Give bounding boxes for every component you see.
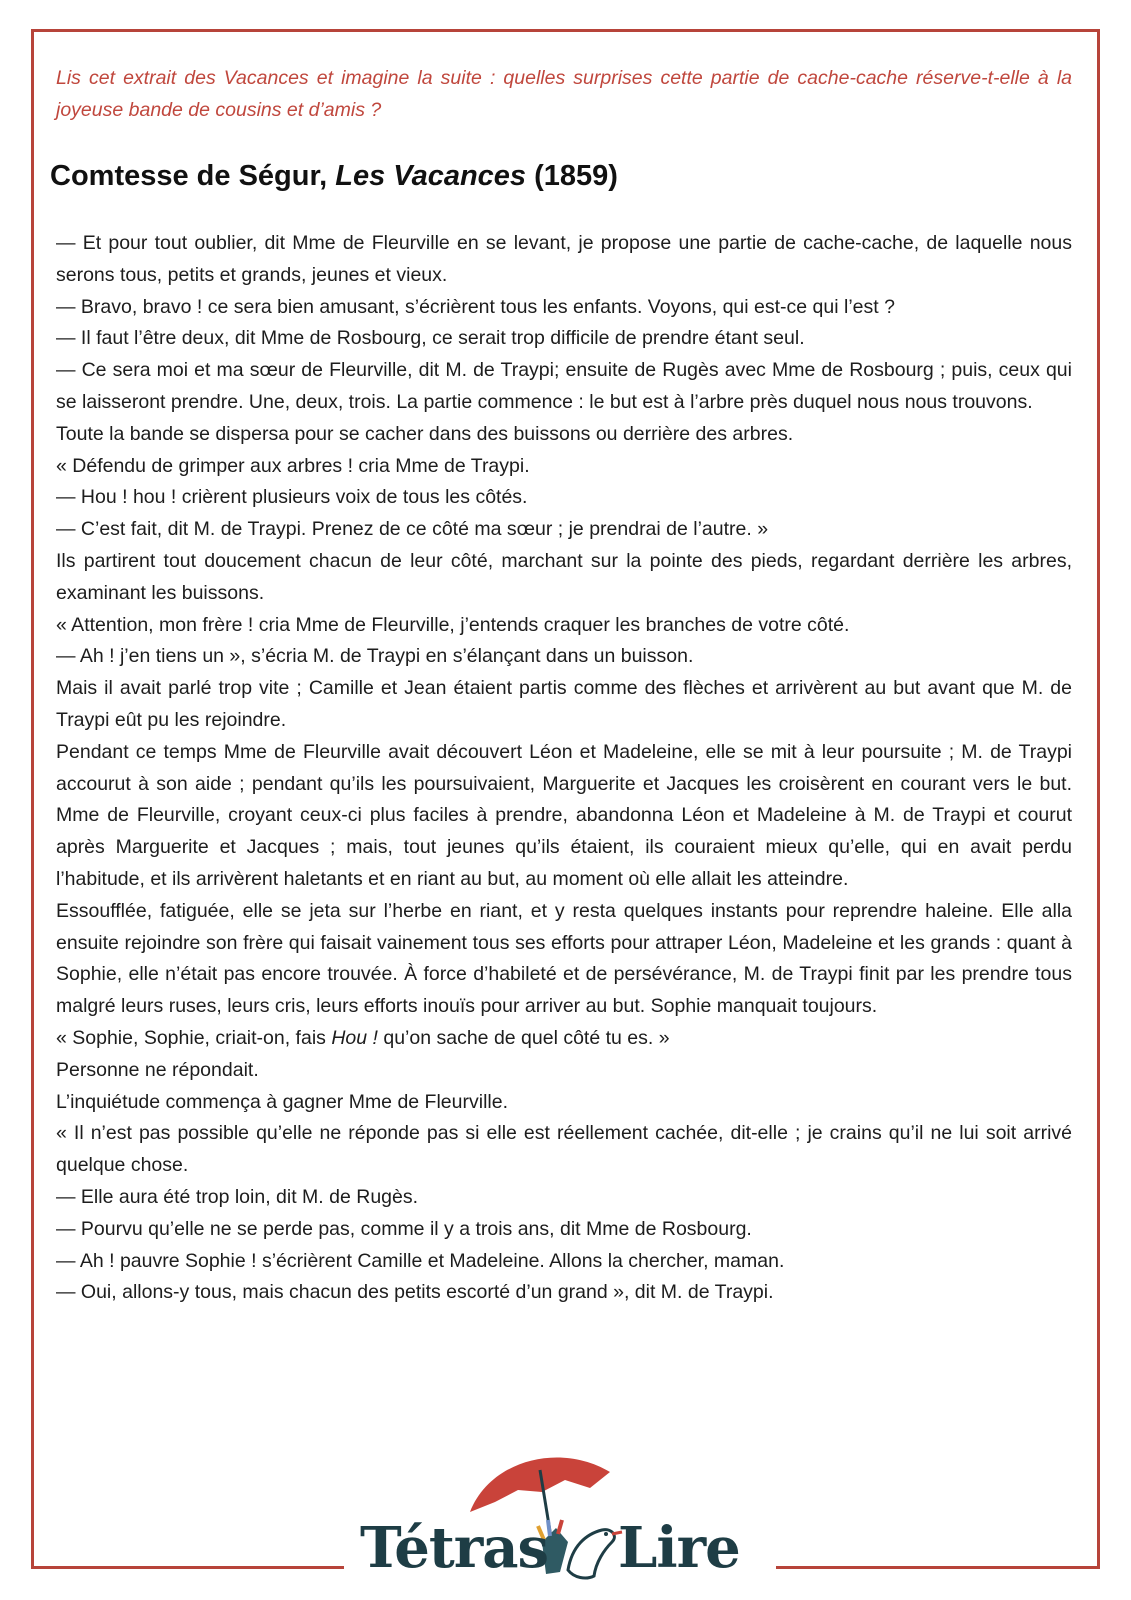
excerpt-paragraph: — Ah ! pauvre Sophie ! s’écrièrent Camille et Madeleine. Allons la chercher, maman.	[56, 1249, 785, 1272]
sophie-line-end: qu’on sache de quel côté tu es. »	[377, 1026, 670, 1049]
frame-bottom-right-border	[776, 1566, 1100, 1569]
title-author: Comtesse de Ségur,	[50, 160, 336, 192]
intro-prompt: Lis cet extrait des Vacances et imagine la suite : quelles surprises cette partie de cache-cache réserve-t-elle à la joyeuse bande de cousins et d’amis ?	[56, 67, 1072, 121]
frame-right-border	[1097, 29, 1100, 1569]
excerpt-paragraph: — Hou ! hou ! crièrent plusieurs voix de tous les côtés.	[56, 486, 528, 509]
excerpt-paragraph: Toute la bande se dispersa pour se cacher dans des buissons ou derrière des arbres.	[56, 422, 794, 445]
excerpt-paragraph: — C’est fait, dit M. de Traypi. Prenez de ce côté ma sœur ; je prendrai de l’autre. »	[56, 518, 769, 541]
excerpt-paragraph: L’inquiétude commença à gagner Mme de Fleurville.	[56, 1090, 508, 1113]
sophie-line-emphasis: Hou !	[331, 1026, 378, 1049]
logo-word-tetras: Tétras	[360, 1515, 549, 1581]
title-book: Les Vacances	[335, 160, 527, 192]
excerpt-paragraph: — Il faut l’être deux, dit Mme de Rosbourg, ce serait trop difficile de prendre étant seul.	[56, 327, 805, 350]
excerpt-paragraph: Pendant ce temps Mme de Fleurville avait découvert Léon et Madeleine, elle se mit à leur poursuite ; M. de Traypi accourut à son aide ; pendant qu’ils les poursuivaient, Marguerite et Jacques les croisèrent en courant vers le but. Mme de Fleurville, croyant ceux-ci plus faciles à prendre, abandonna Léon et Madeleine à M. de Traypi et courut après Marguerite et Jacques ; mais, tout jeunes qu’ils étaient, ils couraient mieux qu’elle, qui en avait perdu l’habitude, et ils arrivèrent haletants et en riant au but, au moment où elle allait les atteindre.	[56, 740, 1072, 890]
excerpt-paragraph: — Ce sera moi et ma sœur de Fleurville, dit M. de Traypi; ensuite de Rugès avec Mme de Rosbourg ; puis, ceux qui se laisseront prendre. Une, deux, trois. La partie commence : le but est à l’arbre près duquel nous nous trouvons.	[56, 359, 1072, 413]
excerpt-paragraph: — Ah ! j’en tiens un », s’écria M. de Traypi en s’élançant dans un buisson.	[56, 645, 694, 668]
frame-top-border	[31, 29, 1100, 32]
excerpt-paragraph: Ils partirent tout doucement chacun de leur côté, marchant sur la pointe des pieds, regardant derrière les arbres, examinant les buissons.	[56, 549, 1072, 604]
excerpt-paragraph: « Il n’est pas possible qu’elle ne réponde pas si elle est réellement cachée, dit-elle ; je crains qu’il ne lui soit arrivé quelque chose.	[56, 1122, 1072, 1177]
tetras-lire-logo	[360, 1450, 770, 1590]
title-year: (1859)	[526, 160, 618, 192]
excerpt-paragraph: Mais il avait parlé trop vite ; Camille et Jean étaient partis comme des flèches et arrivèrent au but avant que M. de Traypi eût pu les rejoindre.	[56, 677, 1072, 731]
excerpt-text	[56, 228, 1072, 1309]
excerpt-paragraph: — Et pour tout oublier, dit Mme de Fleurville en se levant, je propose une partie de cache-cache, de laquelle nous serons tous, petits et grands, jeunes et vieux.	[56, 232, 1072, 286]
excerpt-paragraph: « Défendu de grimper aux arbres ! cria Mme de Traypi.	[56, 454, 530, 477]
excerpt-paragraph: — Oui, allons-y tous, mais chacun des petits escorté d’un grand », dit M. de Traypi.	[56, 1281, 774, 1304]
page-title	[50, 156, 1072, 196]
excerpt-paragraph: Essoufflée, fatiguée, elle se jeta sur l’herbe en riant, et y resta quelques instants pour reprendre haleine. Elle alla ensuite rejoindre son frère qui faisait vainement tous ses efforts pour attraper Léon, Madeleine et les grands : quant à Sophie, elle n’était pas encore trouvée. À force d’habileté et de persévérance, M. de Traypi finit par les prendre tous malgré leurs ruses, leurs cris, leurs efforts inouïs pour arriver au but. Sophie manquait toujours.	[56, 899, 1072, 1018]
excerpt-paragraph: — Pourvu qu’elle ne se perde pas, comme il y a trois ans, dit Mme de Rosbourg.	[56, 1217, 752, 1240]
frame-left-border	[31, 29, 34, 1569]
page-content	[50, 62, 1072, 1309]
sophie-line-start: « Sophie, Sophie, criait-on, fais	[56, 1026, 332, 1049]
logo-word-lire: Lire	[618, 1515, 740, 1581]
excerpt-paragraph: — Elle aura été trop loin, dit M. de Rugès.	[56, 1185, 419, 1208]
excerpt-paragraph: Personne ne répondait.	[56, 1058, 259, 1081]
excerpt-paragraph: — Bravo, bravo ! ce sera bien amusant, s’écrièrent tous les enfants. Voyons, qui est-ce qui l’est ?	[56, 295, 895, 318]
excerpt-paragraph-sophie	[56, 1023, 1072, 1055]
frame-bottom-left-border	[31, 1566, 344, 1569]
excerpt-paragraph: « Attention, mon frère ! cria Mme de Fleurville, j’entends craquer les branches de votre côté.	[56, 613, 850, 636]
